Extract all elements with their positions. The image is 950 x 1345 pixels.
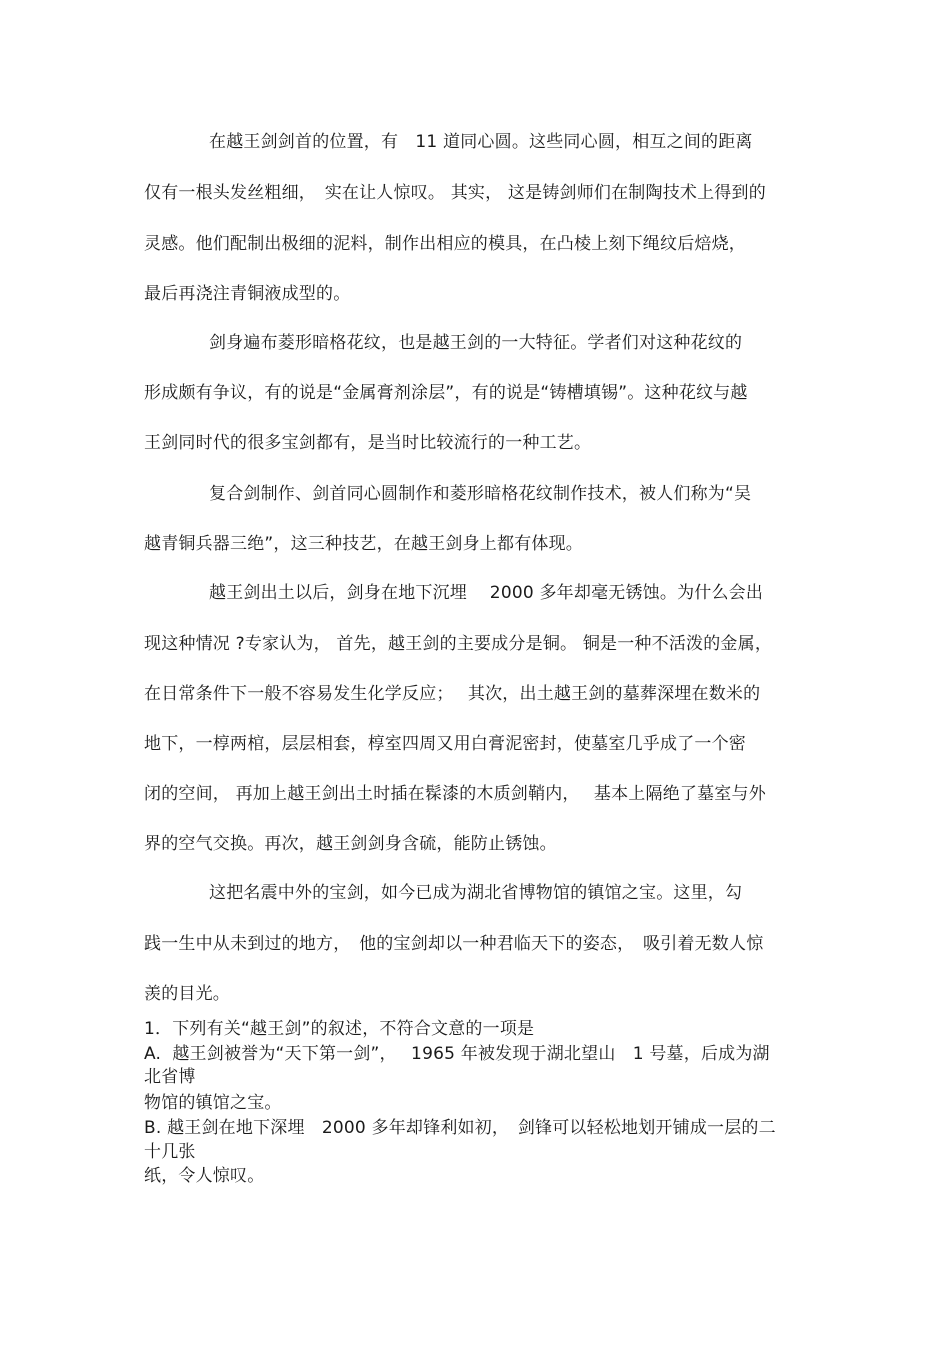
paragraph-4-line-5: 闭的空间， 再加上越王剑出土时插在髹漆的木质剑鞘内， 基本上隔绝了墓室与外 xyxy=(144,784,766,804)
option-b-line-2: 十几张 xyxy=(144,1142,196,1162)
paragraph-1-line-4: 最后再浇注青铜液成型的。 xyxy=(144,284,351,304)
paragraph-2-line-1: 剑身遍布菱形暗格花纹，也是越王剑的一大特征。学者们对这种花纹的 xyxy=(209,333,743,353)
paragraph-3-line-2: 越青铜兵器三绝”，这三种技艺，在越王剑身上都有体现。 xyxy=(144,534,584,554)
paragraph-2-line-2: 形成颇有争议，有的说是“金属膏剂涂层”，有的说是“铸槽填锡”。这种花纹与越 xyxy=(144,383,748,403)
paragraph-3-line-1: 复合剑制作、剑首同心圆制作和菱形暗格花纹制作技术，被人们称为“吴 xyxy=(209,484,752,504)
paragraph-1-line-3: 灵感。他们配制出极细的泥料，制作出相应的模具，在凸棱上刻下绳纹后焙烧， xyxy=(144,234,746,254)
paragraph-2-line-3: 王剑同时代的很多宝剑都有，是当时比较流行的一种工艺。 xyxy=(144,433,592,453)
option-b-line-1: B. 越王剑在地下深埋 2000 多年却锋利如初， 剑锋可以轻松地划开铺成一层的二 xyxy=(144,1118,776,1138)
paragraph-5-line-2: 践一生中从未到过的地方， 他的宝剑却以一种君临天下的姿态， 吸引着无数人惊 xyxy=(144,934,764,954)
paragraph-4-line-4: 地下，一椁两棺，层层相套，椁室四周又用白膏泥密封，使墓室几乎成了一个密 xyxy=(144,734,746,754)
option-a-line-3: 物馆的镇馆之宝。 xyxy=(144,1093,282,1113)
option-a-line-2: 北省博 xyxy=(144,1067,196,1087)
paragraph-4-line-1: 越王剑出土以后，剑身在地下沉埋 2000 多年却毫无锈蚀。为什么会出 xyxy=(209,583,764,603)
paragraph-1-line-1: 在越王剑剑首的位置，有 11 道同心圆。这些同心圆，相互之间的距离 xyxy=(209,132,753,152)
option-a-line-1: A. 越王剑被誉为“天下第一剑”， 1965 年被发现于湖北望山 1 号墓，后成为湖 xyxy=(144,1044,770,1064)
paragraph-5-line-3: 羡的目光。 xyxy=(144,984,230,1004)
paragraph-4-line-3: 在日常条件下一般不容易发生化学反应； 其次，出土越王剑的墓葬深埋在数米的 xyxy=(144,684,761,704)
paragraph-1-line-2: 仅有一根头发丝粗细， 实在让人惊叹。 其实， 这是铸剑师们在制陶技术上得到的 xyxy=(144,183,766,203)
question-stem: 1．下列有关“越王剑”的叙述，不符合文意的一项是 xyxy=(144,1019,535,1039)
paragraph-5-line-1: 这把名震中外的宝剑，如今已成为湖北省博物馆的镇馆之宝。这里，勾 xyxy=(209,883,743,903)
paragraph-4-line-2: 现这种情况 ?专家认为， 首先，越王剑的主要成分是铜。 铜是一种不活泼的金属， xyxy=(144,634,773,654)
option-b-line-3: 纸，令人惊叹。 xyxy=(144,1166,265,1186)
paragraph-4-line-6: 界的空气交换。再次，越王剑剑身含硫，能防止锈蚀。 xyxy=(144,834,557,854)
